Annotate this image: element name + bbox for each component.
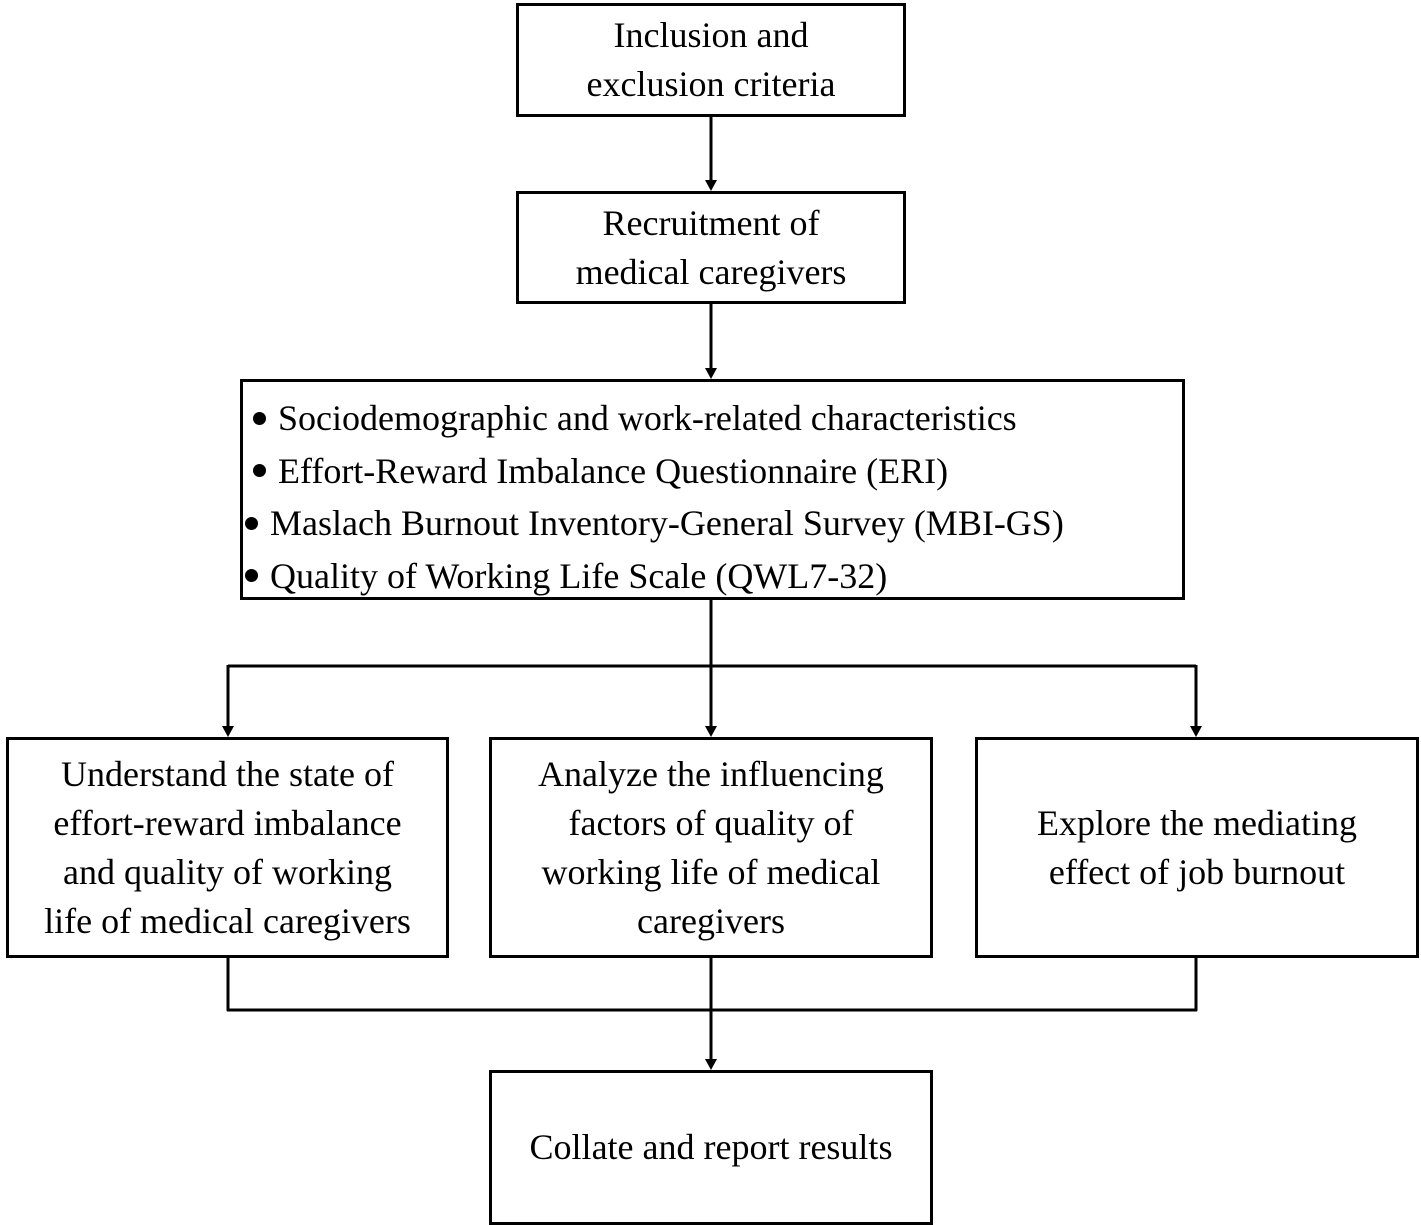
aim-2-line-2: factors of quality of xyxy=(568,802,854,843)
aim-2-line-3: working life of medical xyxy=(541,851,881,892)
aim-3-line-1: Explore the mediating xyxy=(1037,802,1357,843)
measure-item xyxy=(243,392,1017,445)
bullet-icon xyxy=(253,464,266,477)
aim-1-line-1: Understand the state of xyxy=(61,753,394,794)
measure-item-label: Sociodemographic and work-related characteristics xyxy=(278,398,1017,438)
measures-box xyxy=(240,379,1185,600)
results-line-1: Collate and report results xyxy=(529,1127,893,1167)
aim-box-understand-state xyxy=(6,737,449,958)
bullet-icon xyxy=(253,412,266,425)
aim-1-line-3: and quality of working xyxy=(63,851,392,892)
arrowhead-aim-1 xyxy=(222,726,234,737)
collate-report-results-box xyxy=(489,1070,933,1225)
criteria-line-1: Inclusion and xyxy=(613,15,809,55)
measure-item xyxy=(243,550,887,603)
arrowhead-results xyxy=(705,1059,717,1070)
aim-box-analyze-factors xyxy=(489,737,933,958)
arrowhead-aim-3 xyxy=(1190,726,1202,737)
aim-1-line-4: life of medical caregivers xyxy=(44,900,411,941)
aim-2-line-1: Analyze the influencing xyxy=(538,753,884,794)
arrowhead-aim-2 xyxy=(705,726,717,737)
measure-item xyxy=(243,497,1064,550)
measure-item-label: Maslach Burnout Inventory-General Survey (MBI-GS) xyxy=(270,503,1064,543)
aim-box-explore-mediating-effect xyxy=(975,737,1419,958)
bullet-icon xyxy=(245,517,258,530)
arrowhead-measures xyxy=(705,368,717,379)
recruitment-box xyxy=(516,191,906,304)
aim-1-line-2: effort-reward imbalance xyxy=(53,802,402,843)
measure-item-label: Effort-Reward Imbalance Questionnaire (ERI) xyxy=(278,450,949,491)
criteria-line-2: exclusion criteria xyxy=(586,64,836,104)
measure-item-label: Quality of Working Life Scale (QWL7-32) xyxy=(270,555,888,596)
measure-item xyxy=(243,445,948,498)
aim-2-line-4: caregivers xyxy=(637,900,785,941)
recruitment-line-2: medical caregivers xyxy=(575,251,847,292)
arrowhead-recruitment xyxy=(705,180,717,191)
bullet-icon xyxy=(245,569,258,582)
inclusion-exclusion-criteria-box xyxy=(516,3,906,117)
recruitment-line-1: Recruitment of xyxy=(602,202,820,243)
aim-3-line-2: effect of job burnout xyxy=(1048,851,1346,892)
